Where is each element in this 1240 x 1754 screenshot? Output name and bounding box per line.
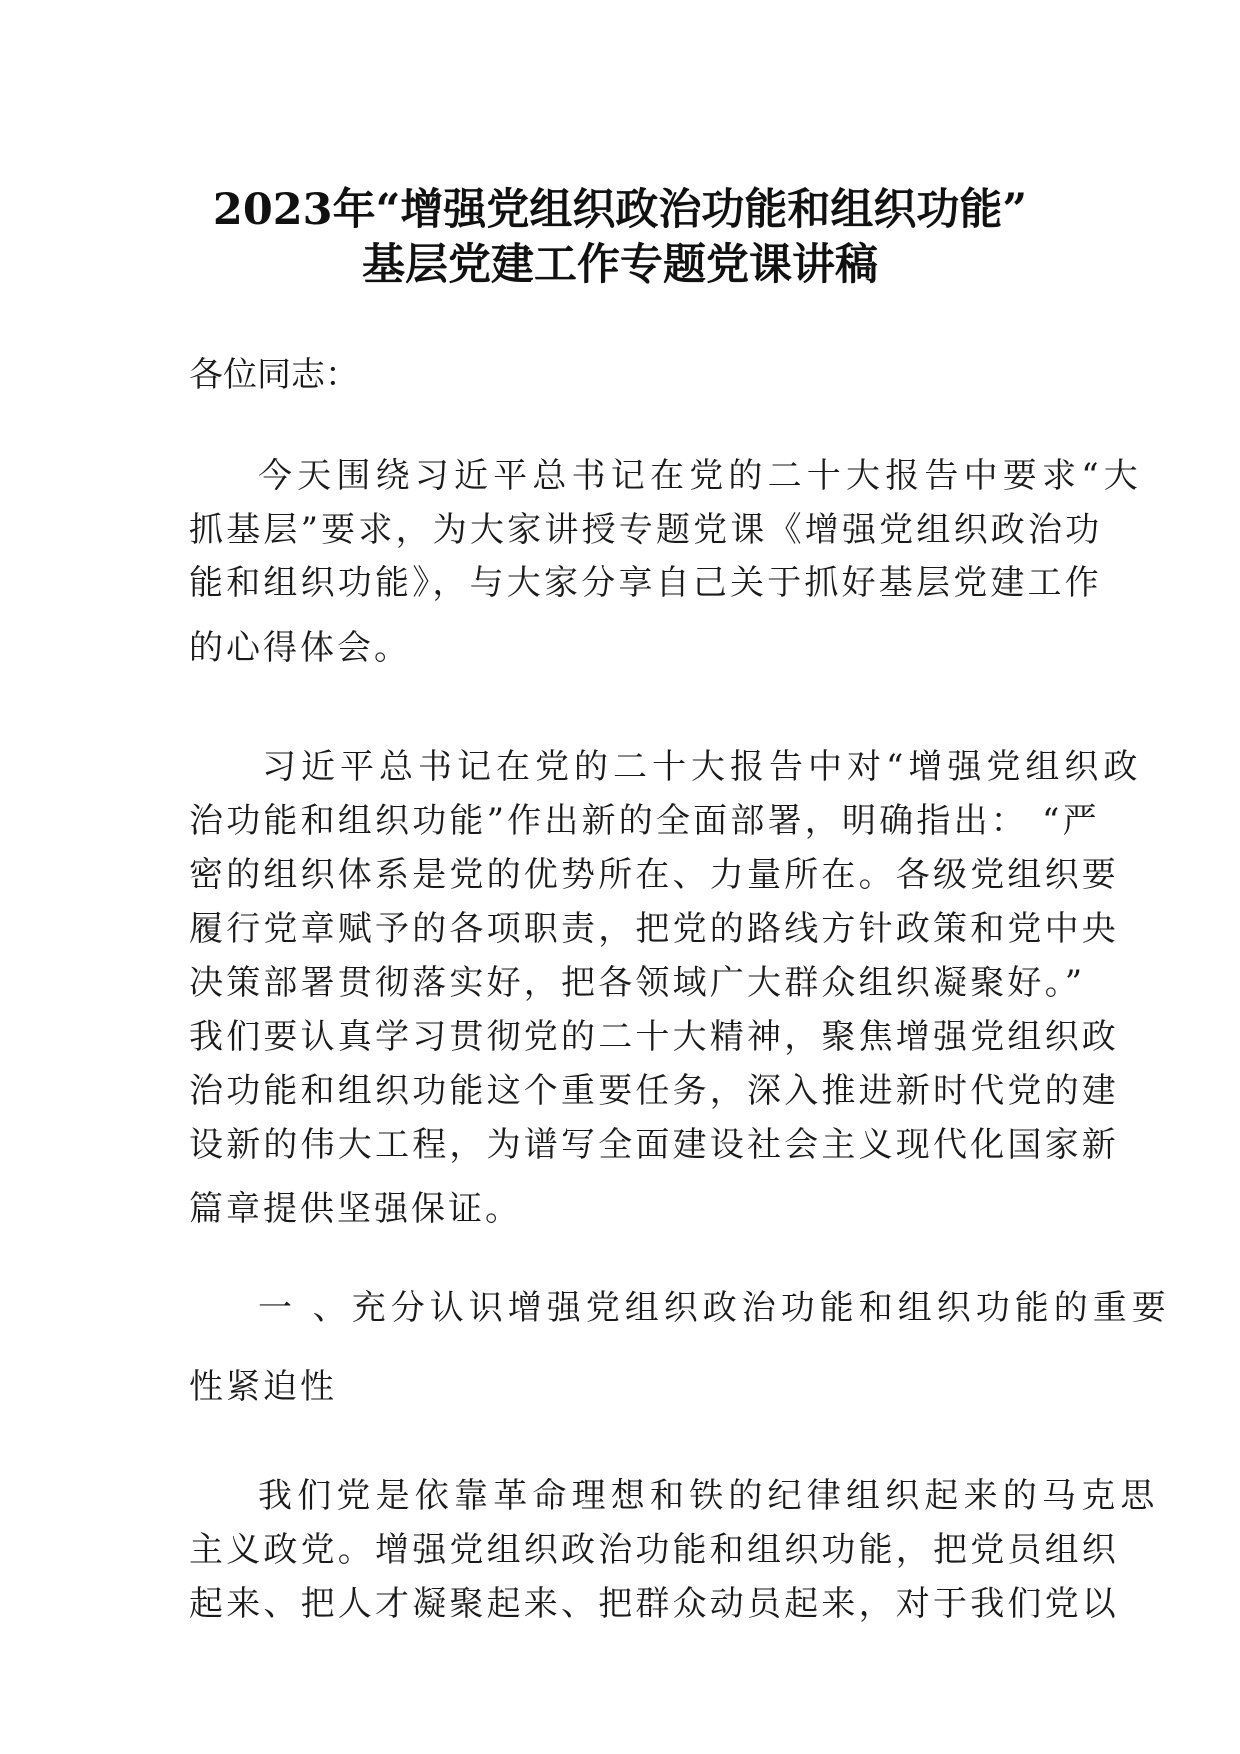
paragraph-line: 治功能和组织功能这个重要任务，深入推进新时代党的建 — [189, 1071, 1119, 1111]
paragraph-line: 决策部署贯彻落实好，把各领域广大群众组织凝聚好。” — [189, 963, 1086, 1003]
paragraph-line: 篇章提供坚强保证。 — [189, 1189, 522, 1229]
paragraph-line: 抓基层”要求，为大家讲授专题党课《增强党组织政治功 — [189, 510, 1103, 550]
paragraph-line: 的心得体会。 — [189, 628, 411, 668]
document-title-line-2: 基层党建工作专题党课讲稿 — [362, 240, 878, 290]
paragraph-line: 主义政党。增强党组织政治功能和组织功能，把党员组织 — [189, 1530, 1119, 1570]
paragraph-line: 习近平总书记在党的二十大报告中对“增强党组织政 — [262, 747, 1143, 787]
paragraph-line: 起来、把人才凝聚起来、把群众动员起来，对于我们党以 — [189, 1584, 1119, 1624]
salutation: 各位同志： — [189, 355, 359, 395]
paragraph-line: 我们党是依靠革命理想和铁的纪律组织起来的马克思 — [258, 1476, 1160, 1516]
paragraph-line: 设新的伟大工程，为谱写全面建设社会主义现代化国家新 — [189, 1125, 1119, 1165]
section-heading-line: 一 、充分认识增强党组织政治功能和组织功能的重要 — [258, 1288, 1171, 1328]
paragraph-line: 能和组织功能》，与大家分享自己关于抓好基层党建工作 — [189, 563, 1102, 603]
paragraph-line: 今天围绕习近平总书记在党的二十大报告中要求“大 — [258, 456, 1143, 496]
section-heading-line: 性紧迫性 — [189, 1367, 337, 1407]
paragraph-line: 密的组织体系是党的优势所在、力量所在。各级党组织要 — [189, 855, 1119, 895]
paragraph-line: 履行党章赋予的各项职责，把党的路线方针政策和党中央 — [189, 909, 1119, 949]
document-title-line-1: 2023年“增强党组织政治功能和组织功能” — [212, 185, 1028, 235]
paragraph-line: 我们要认真学习贯彻党的二十大精神，聚焦增强党组织政 — [189, 1017, 1119, 1057]
paragraph-line: 治功能和组织功能”作出新的全面部署，明确指出： “严 — [189, 801, 1100, 841]
